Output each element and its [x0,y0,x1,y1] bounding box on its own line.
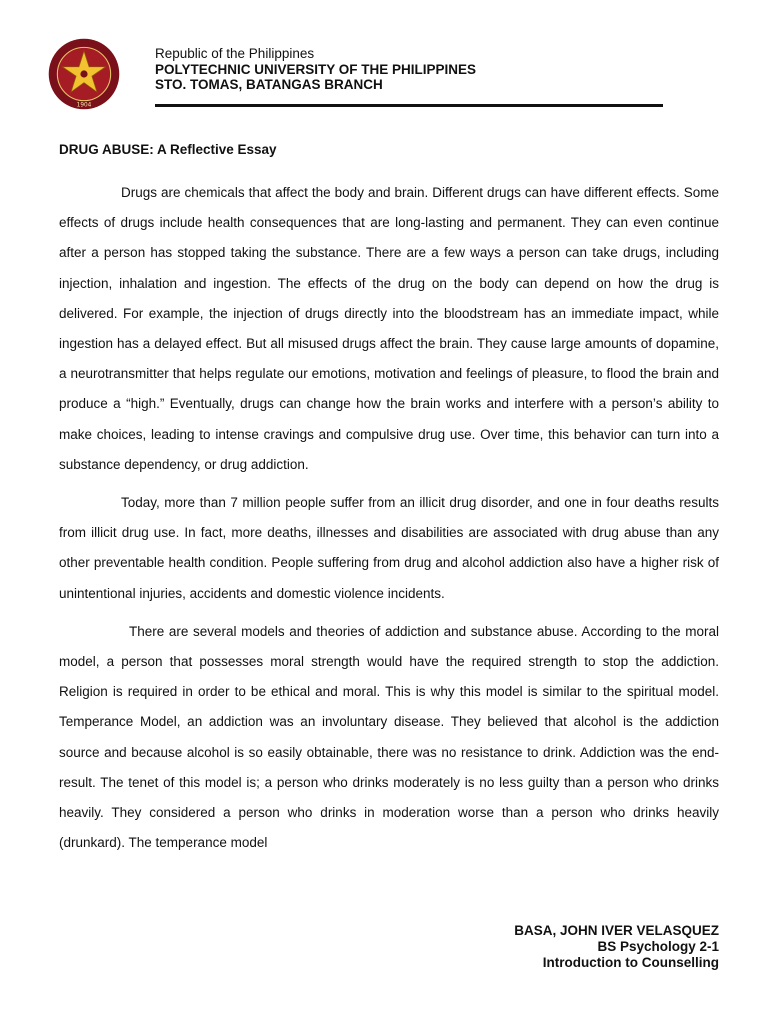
author-program: BS Psychology 2-1 [597,939,719,954]
paragraph-1: Drugs are chemicals that affect the body and brain. Different drugs can have different effects. Some effects of drugs include health consequences that are long-lasting and permanent. They can even continue after a person has stopped taking the substance. There are a few ways a person can take drugs, including injection, inhalation and ingestion. The effects of the drug on the body can depend on how the drug is delivered. For example, the injection of drugs directly into the bloodstream has an immediate impact, while ingestion has a delayed effect. But all misused drugs affect the brain. They cause large amounts of dopamine, a neurotransmitter that helps regulate our emotions, motivation and feelings of pleasure, to flood the brain and produce a “high.” Eventually, drugs can change how the brain works and interfere with a person’s ability to make choices, leading to intense cravings and compulsive drug use. Over time, this behavior can turn into a substance dependency, or drug addiction. [59,185,719,472]
branch-name: STO. TOMAS, BATANGAS BRANCH [155,77,383,92]
letterhead [0,0,768,110]
essay-body [59,178,719,866]
republic-line: Republic of the Philippines [155,46,315,61]
university-name: POLYTECHNIC UNIVERSITY OF THE PHILIPPINES [155,62,477,77]
university-seal-logo [48,38,120,110]
letterhead-text [155,45,476,92]
essay-title: DRUG ABUSE: A Reflective Essay [59,142,277,157]
svg-text:1904: 1904 [76,102,92,109]
paragraph-3: There are several models and theories of addiction and substance abuse. According to the moral model, a person that possesses moral strength would have the required strength to stop the addiction. Religion is required in order to be ethical and moral. This is why this model is similar to the spiritual model. Temperance Model, an addiction was an involuntary disease. They believed that alcohol is the addiction source and because alcohol is so easily obtainable, there was no resistance to drink. Addiction was the end-result. The tenet of this model is; a person who drinks moderately is no less guilty than a person who drinks heavily. They considered a person who drinks in moderation worse than a person who drinks heavily (drunkard). The temperance model [59,623,719,851]
header-divider [155,104,663,107]
paragraph-2: Today, more than 7 million people suffer from an illicit drug disorder, and one in four deaths results from illicit drug use. In fact, more deaths, illnesses and disabilities are associated with drug abuse than any other preventable health condition. People suffering from drug and alcohol addiction also have a higher risk of unintentional injuries, accidents and domestic violence incidents. [59,495,719,601]
author-block [514,923,719,971]
author-name: BASA, JOHN IVER VELASQUEZ [514,923,719,938]
author-course: Introduction to Counselling [542,955,719,970]
